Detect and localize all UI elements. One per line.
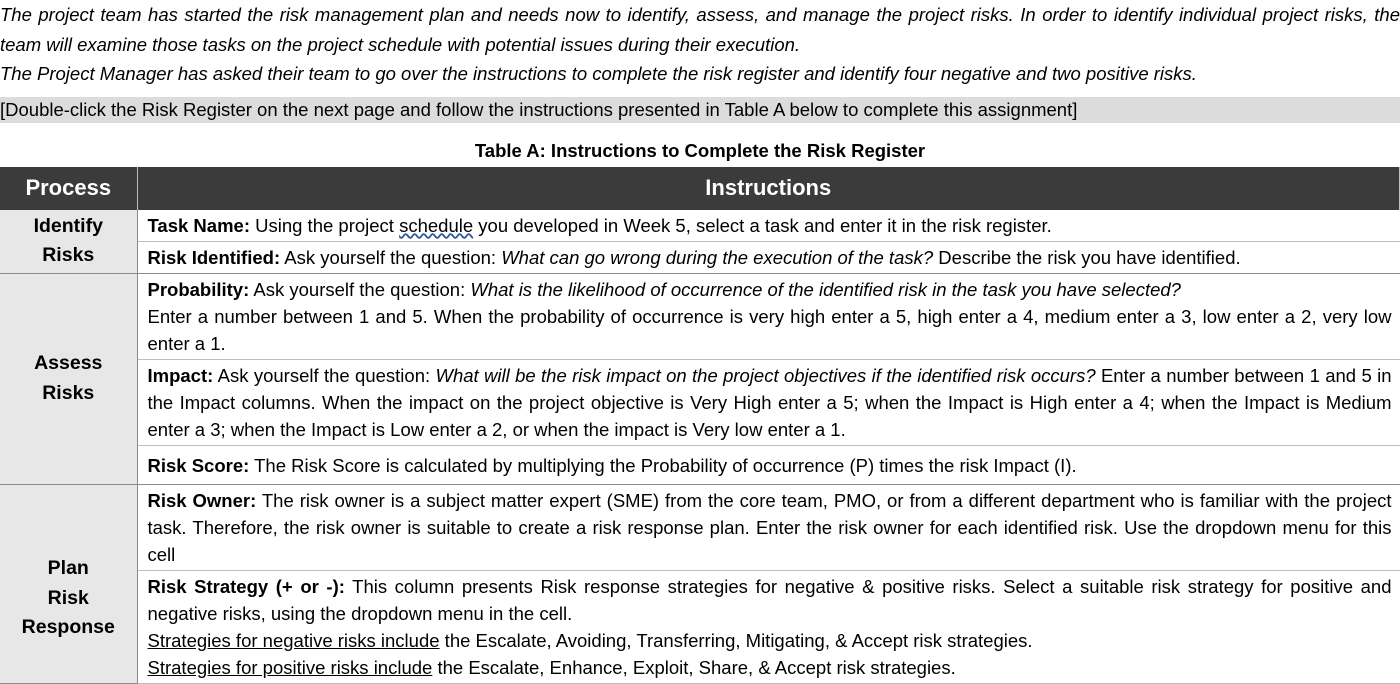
table-row xyxy=(0,359,1400,445)
flagged-word[interactable]: schedule xyxy=(399,214,474,236)
table-row xyxy=(0,484,1400,570)
table-row xyxy=(0,570,1400,683)
table-title: Table A: Instructions to Complete the Risk Register xyxy=(474,139,926,161)
process-identify-risks: Identify Risks xyxy=(0,210,137,274)
header-process: Process xyxy=(0,167,137,210)
instruction-probability: Probability: Ask yourself the question: What is the likelihood of occurrence of the identified risk in the task you have selected? Enter a number between 1 and 5. When the probability of occurrence is very high enter a 5, high enter a 4, medium enter a 3, low enter a 2, very low enter a 1. xyxy=(137,273,1400,359)
instruction-risk-identified: Risk Identified: Ask yourself the question: What can go wrong during the execution of the task? Describe the risk you have identified. xyxy=(137,241,1400,273)
instruction-task-name: Task Name: Using the project schedule you developed in Week 5, select a task and enter it in the risk register. xyxy=(137,210,1400,242)
instruction-risk-owner: Risk Owner: The risk owner is a subject matter expert (SME) from the core team, PMO, or from a different department who is familiar with the project task. Therefore, the risk owner is suitable to create a risk response plan. Enter the risk owner for each identified risk. Use the dropdown menu for this cell xyxy=(137,484,1400,570)
instruction-impact: Impact: Ask yourself the question: What will be the risk impact on the project objectives if the identified risk occurs? Enter a number between 1 and 5 in the Impact columns. When the impact on the project objective is Very High enter a 5; when the Impact is High enter a 4; when the Impact is Medium enter a 3; when the Impact is Low enter a 2, or when the impact is Very low enter a 1. xyxy=(137,359,1400,445)
process-plan-risk-response: Plan Risk Response xyxy=(0,484,137,683)
table-row xyxy=(0,445,1400,484)
intro-paragraph-2: The Project Manager has asked their team to go over the instructions to complete the risk register and identify four negative and two positive risks. xyxy=(0,63,1197,84)
table-row xyxy=(0,273,1400,359)
table-header-row xyxy=(0,167,1400,210)
process-assess-risks: Assess Risks xyxy=(0,273,137,484)
instruction-risk-score: Risk Score: The Risk Score is calculated by multiplying the Probability of occurrence (P) times the risk Impact (I). xyxy=(137,445,1400,484)
intro-paragraph-1: The project team has started the risk management plan and needs now to identify, assess, and manage the project risks. In order to identify individual project risks, the team will examine those tasks on the project schedule with potential issues during their execution. xyxy=(0,4,1400,55)
table-row xyxy=(0,210,1400,242)
intro-section xyxy=(0,0,1400,89)
instruction-risk-strategy: Risk Strategy (+ or -): This column presents Risk response strategies for negative & positive risks. Select a suitable risk strategy for positive and negative risks, using the dropdown menu in the cell. Strategies for negative risks include the Escalate, Avoiding, Transferring, Mitigating, & Accept risk strategies. Strategies for positive risks include the Escalate, Enhance, Exploit, Share, & Accept risk strategies. xyxy=(137,570,1400,683)
table-row xyxy=(0,241,1400,273)
instructions-table xyxy=(0,167,1400,684)
directive-banner: [Double-click the Risk Register on the next page and follow the instructions presented in Table A below to complete this assignment] xyxy=(0,97,1400,123)
header-instructions: Instructions xyxy=(137,167,1400,210)
